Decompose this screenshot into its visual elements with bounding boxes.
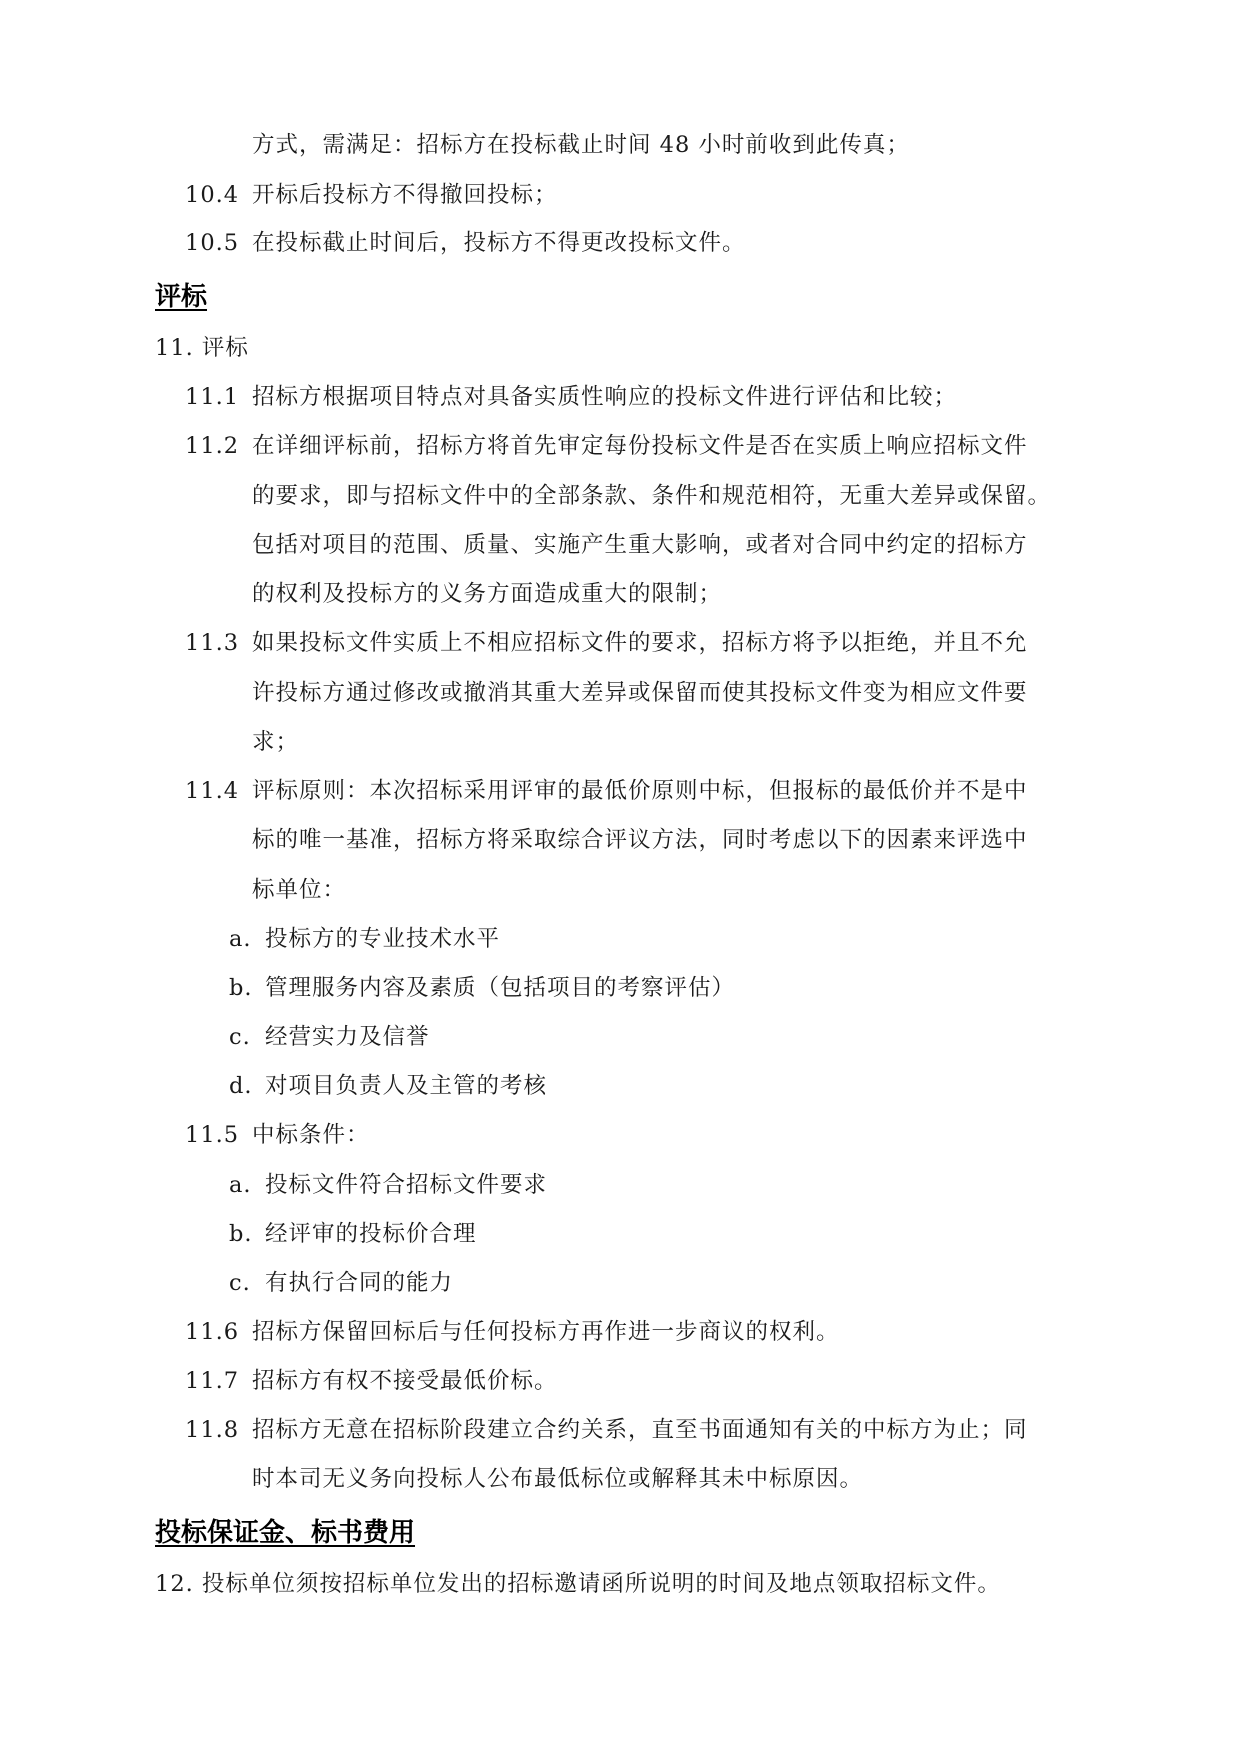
list-marker: d. (229, 1073, 253, 1099)
list-item: 经评审的投标价合理 (265, 1221, 477, 1247)
section-heading: 投标保证金、标书费用 (155, 1518, 416, 1548)
list-marker: a. (229, 1172, 252, 1198)
clause-number: 11.2 (185, 433, 240, 459)
list-item: 有执行合同的能力 (265, 1270, 454, 1296)
paragraph-line: 开标后投标方不得撤回投标； (252, 182, 558, 208)
paragraph-line: 如果投标文件实质上不相应招标文件的要求，招标方将予以拒绝，并且不允 (252, 630, 1028, 656)
paragraph-line: 标的唯一基准，招标方将采取综合评议方法，同时考虑以下的因素来评选中 (252, 827, 1028, 853)
clause-number: 11.8 (185, 1417, 240, 1443)
clause-number: 11.4 (185, 778, 240, 804)
paragraph-line: 的要求，即与招标文件中的全部条款、条件和规范相符，无重大差异或保留。 (252, 483, 1052, 509)
paragraph-line: 招标方根据项目特点对具备实质性响应的投标文件进行评估和比较； (252, 384, 958, 410)
paragraph-line: 的权利及投标方的义务方面造成重大的限制； (252, 581, 723, 607)
paragraph-line: 在详细评标前，招标方将首先审定每份投标文件是否在实质上响应招标文件 (252, 433, 1028, 459)
paragraph-line: 求； (252, 729, 300, 755)
paragraph-line: 许投标方通过修改或撤消其重大差异或保留而使其投标文件变为相应文件要 (252, 680, 1028, 706)
list-marker: c. (229, 1270, 251, 1296)
paragraph-line: 评标原则：本次招标采用评审的最低价原则中标，但报标的最低价并不是中 (252, 778, 1028, 804)
paragraph-line: 包括对项目的范围、质量、实施产生重大影响，或者对合同中约定的招标方 (252, 532, 1028, 558)
paragraph-line: 招标方保留回标后与任何投标方再作进一步商议的权利。 (252, 1319, 840, 1345)
paragraph-line: 招标方无意在招标阶段建立合约关系，直至书面通知有关的中标方为止；同 (252, 1417, 1028, 1443)
list-marker: b. (229, 1221, 253, 1247)
paragraph-line: 11. 评标 (155, 335, 249, 361)
list-marker: b. (229, 975, 253, 1001)
clause-number: 10.5 (185, 230, 240, 256)
paragraph-line: 12. 投标单位须按招标单位发出的招标邀请函所说明的时间及地点领取招标文件。 (155, 1571, 1001, 1597)
paragraph-line: 标单位： (252, 877, 347, 903)
clause-number: 11.7 (185, 1368, 240, 1394)
clause-number: 11.3 (185, 630, 240, 656)
list-marker: a. (229, 926, 252, 952)
clause-number: 11.1 (185, 384, 240, 410)
paragraph-line: 方式，需满足：招标方在投标截止时间 48 小时前收到此传真； (252, 132, 910, 158)
list-marker: c. (229, 1024, 251, 1050)
paragraph-line: 在投标截止时间后，投标方不得更改投标文件。 (252, 230, 746, 256)
clause-number: 10.4 (185, 182, 240, 208)
list-item: 经营实力及信誉 (265, 1024, 430, 1050)
clause-number: 11.5 (185, 1122, 240, 1148)
list-item: 投标文件符合招标文件要求 (265, 1172, 548, 1198)
clause-number: 11.6 (185, 1319, 240, 1345)
section-heading: 评标 (155, 282, 208, 312)
paragraph-line: 招标方有权不接受最低价标。 (252, 1368, 558, 1394)
list-item: 对项目负责人及主管的考核 (265, 1073, 548, 1099)
paragraph-line: 时本司无义务向投标人公布最低标位或解释其未中标原因。 (252, 1466, 864, 1492)
list-item: 投标方的专业技术水平 (265, 926, 501, 952)
paragraph-line: 中标条件： (252, 1122, 370, 1148)
list-item: 管理服务内容及素质（包括项目的考察评估） (265, 975, 736, 1001)
